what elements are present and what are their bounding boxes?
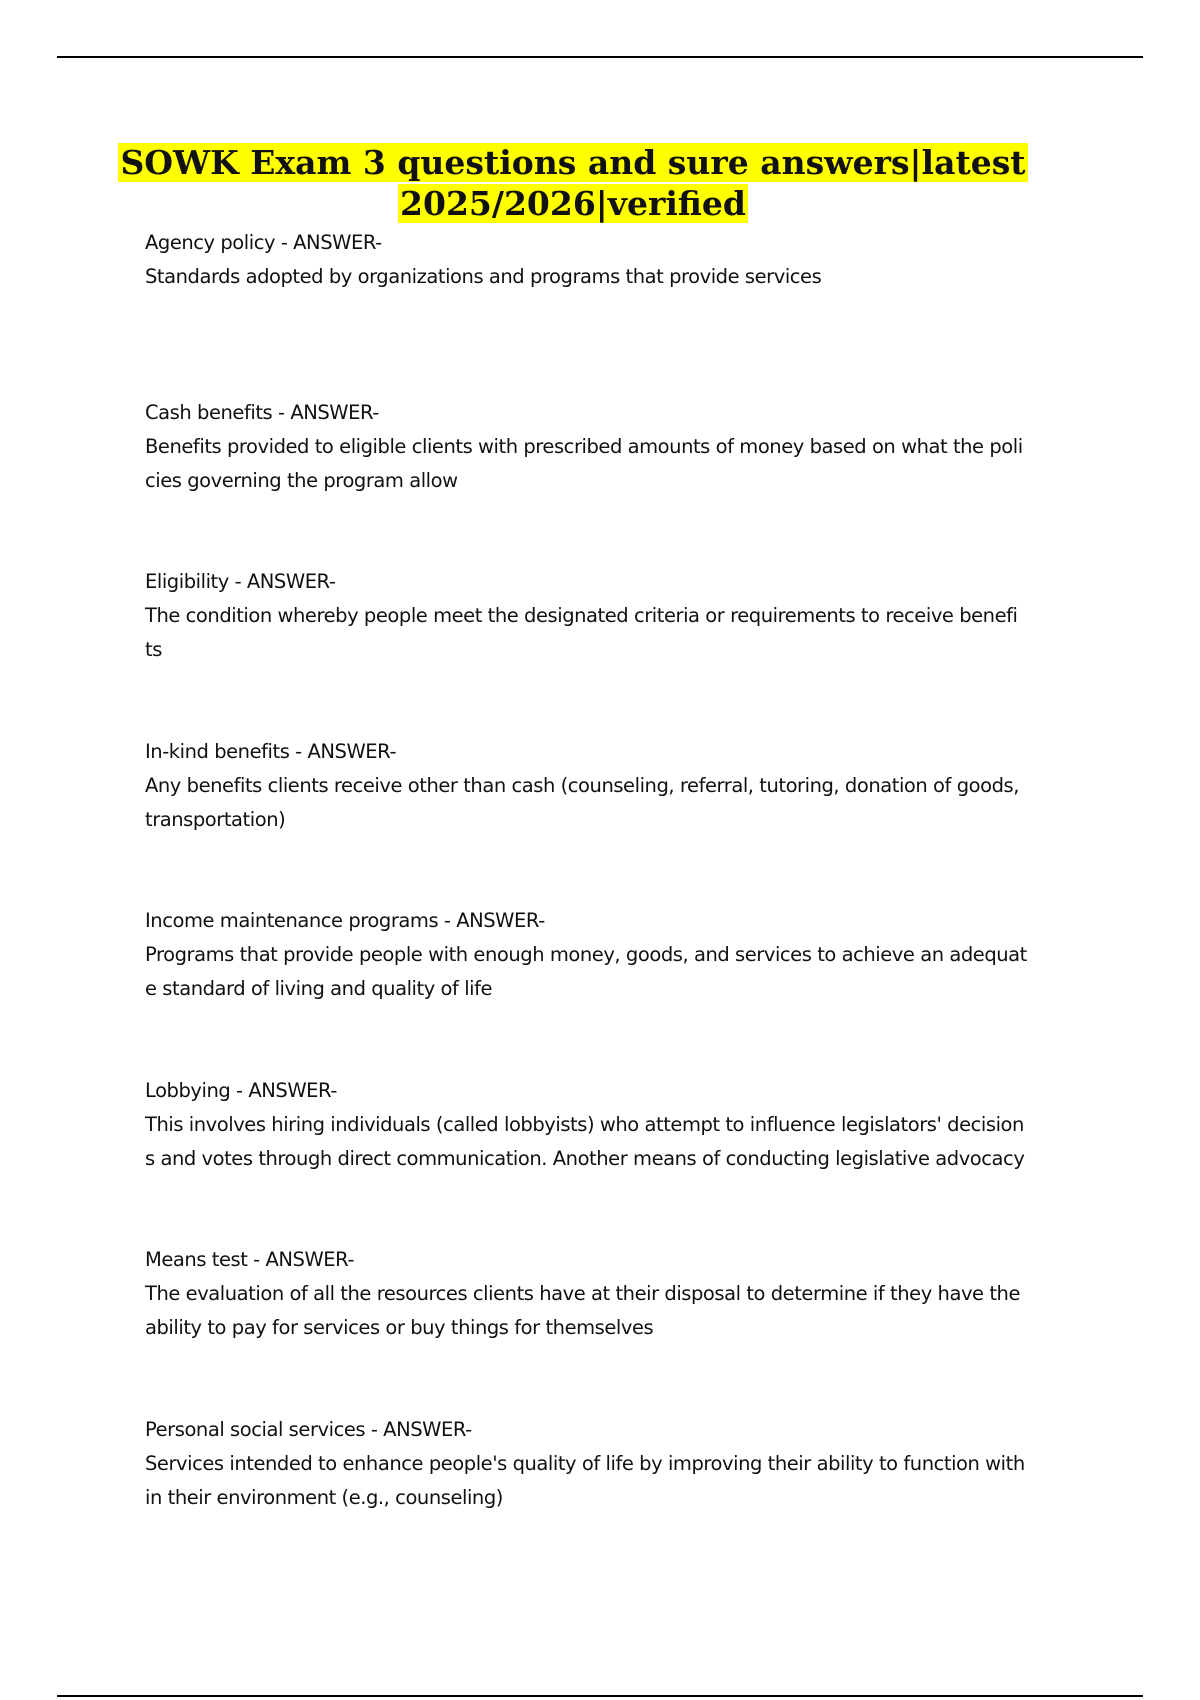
answer-line: Services intended to enhance people's quality of life by improving their ability to function with bbox=[145, 1451, 1025, 1475]
answer-line: Benefits provided to eligible clients with prescribed amounts of money based on what the poli bbox=[145, 434, 1023, 458]
answer-line: The evaluation of all the resources clients have at their disposal to determine if they have the bbox=[145, 1282, 1020, 1305]
qa-item-in-kind-benefits bbox=[145, 735, 1065, 905]
title-highlight-2: 2025/2026|verified bbox=[400, 184, 746, 223]
question-term: Means test - ANSWER- bbox=[145, 1248, 355, 1271]
answer-line: in their environment (e.g., counseling) bbox=[145, 1485, 503, 1509]
qa-list bbox=[145, 226, 1065, 1582]
answer-line: ability to pay for services or buy things for themselves bbox=[145, 1316, 654, 1339]
title-line-2 bbox=[0, 183, 1146, 224]
answer-line: s and votes through direct communication. Another means of conducting legislative advocacy bbox=[145, 1146, 1025, 1170]
answer-line: This involves hiring individuals (called lobbyists) who attempt to influence legislators' decision bbox=[145, 1112, 1024, 1136]
answer-line: Programs that provide people with enough money, goods, and services to achieve an adequat bbox=[145, 943, 1027, 966]
qa-item-eligibility bbox=[145, 565, 1065, 735]
qa-item-income-maintenance bbox=[145, 904, 1065, 1074]
qa-item-means-test bbox=[145, 1243, 1065, 1413]
question-term: In-kind benefits - ANSWER- bbox=[145, 739, 397, 763]
top-rule bbox=[57, 56, 1143, 58]
question-term: Eligibility - ANSWER- bbox=[145, 570, 336, 593]
question-term: Income maintenance programs - ANSWER- bbox=[145, 909, 545, 932]
qa-item-lobbying bbox=[145, 1074, 1065, 1244]
question-term: Agency policy - ANSWER- bbox=[145, 231, 382, 254]
page-title bbox=[0, 142, 1146, 224]
title-line-1 bbox=[0, 142, 1146, 183]
answer-line: ts bbox=[145, 638, 162, 661]
qa-item-agency-policy bbox=[145, 226, 1065, 396]
qa-item-personal-social-services bbox=[145, 1413, 1065, 1583]
title-highlight-1: SOWK Exam 3 questions and sure answers|latest bbox=[120, 143, 1026, 182]
answer-line: cies governing the program allow bbox=[145, 468, 458, 492]
answer-line: The condition whereby people meet the designated criteria or requirements to receive benefi bbox=[145, 604, 1018, 627]
answer-line: Any benefits clients receive other than cash (counseling, referral, tutoring, donation of goods, bbox=[145, 773, 1019, 797]
question-term: Lobbying - ANSWER- bbox=[145, 1078, 337, 1102]
question-term: Cash benefits - ANSWER- bbox=[145, 400, 379, 424]
answer-line: Standards adopted by organizations and programs that provide services bbox=[145, 265, 822, 288]
question-term: Personal social services - ANSWER- bbox=[145, 1417, 472, 1441]
bottom-rule bbox=[57, 1695, 1143, 1697]
answer-line: e standard of living and quality of life bbox=[145, 977, 493, 1000]
answer-line: transportation) bbox=[145, 807, 286, 831]
qa-item-cash-benefits bbox=[145, 396, 1065, 566]
